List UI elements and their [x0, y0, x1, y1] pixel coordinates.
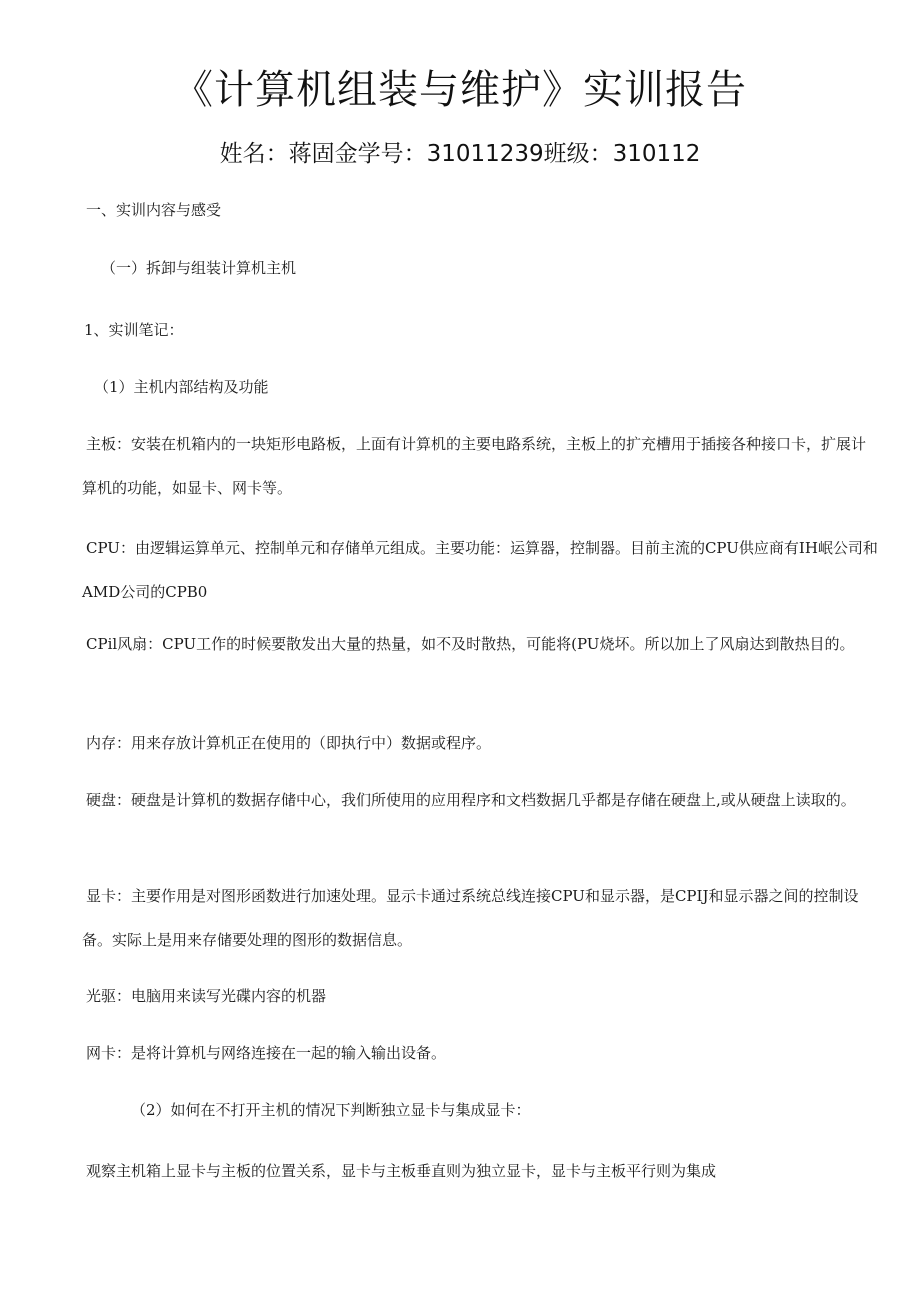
paragraph-graphics-card: 显卡：主要作用是对图形函数进行加速处理。显示卡通过系统总线连接CPU和显示器，是CPIJ和显示器之间的控制设备。实际上是用来存储要处理的图形的数据信息。: [82, 887, 859, 949]
paragraph-judgement: 观察主机箱上显卡与主板的位置关系，显卡与主板垂直则为独立显卡，显卡与主板平行则为集成: [86, 1162, 717, 1180]
paragraph-memory: 内存：用来存放计算机正在使用的（即执行中）数据或程序。: [86, 734, 492, 752]
paragraph-cpu-fan: CPil风扇：CPU工作的时候要散发出大量的热量，如不及时散热，可能将(PU烧坏。所以加上了风扇达到散热目的。: [86, 635, 855, 653]
student-info: 姓名：蒋固金学号：31011239班级：310112: [219, 141, 701, 167]
item-heading: 1、实训笔记：: [84, 321, 184, 339]
paragraph-cpu: CPU：由逻辑运算单元、控制单元和存储单元组成。主要功能：运算器，控制器。目前主流的CPU供应商有IH岷公司和AMD公司的CPB0: [82, 539, 878, 601]
document-title: 《计算机组装与维护》实训报告: [173, 67, 747, 113]
section-heading: 一、实训内容与感受: [86, 201, 222, 219]
paragraph-motherboard: 主板：安装在机箱内的一块矩形电路板，上面有计算机的主要电路系统，主板上的扩充槽用于插接各种接口卡，扩展计算机的功能，如显卡、网卡等。: [82, 435, 867, 497]
judgement-heading: （2）如何在不打开主机的情况下判断独立显卡与集成显卡：: [131, 1101, 531, 1119]
paragraph-optical-drive: 光驱：电脑用来读写光碟内容的机器: [86, 987, 327, 1005]
subsection-heading: （一）拆卸与组装计算机主机: [101, 259, 297, 277]
paragraph-hard-disk: 硬盘：硬盘是计算机的数据存储中心，我们所使用的应用程序和文档数据几乎都是存储在硬盘上,或从硬盘上读取的。: [86, 791, 856, 809]
structure-heading: （1）主机内部结构及功能: [94, 378, 269, 396]
paragraph-network-card: 网卡：是将计算机与网络连接在一起的输入输出设备。: [86, 1044, 447, 1062]
